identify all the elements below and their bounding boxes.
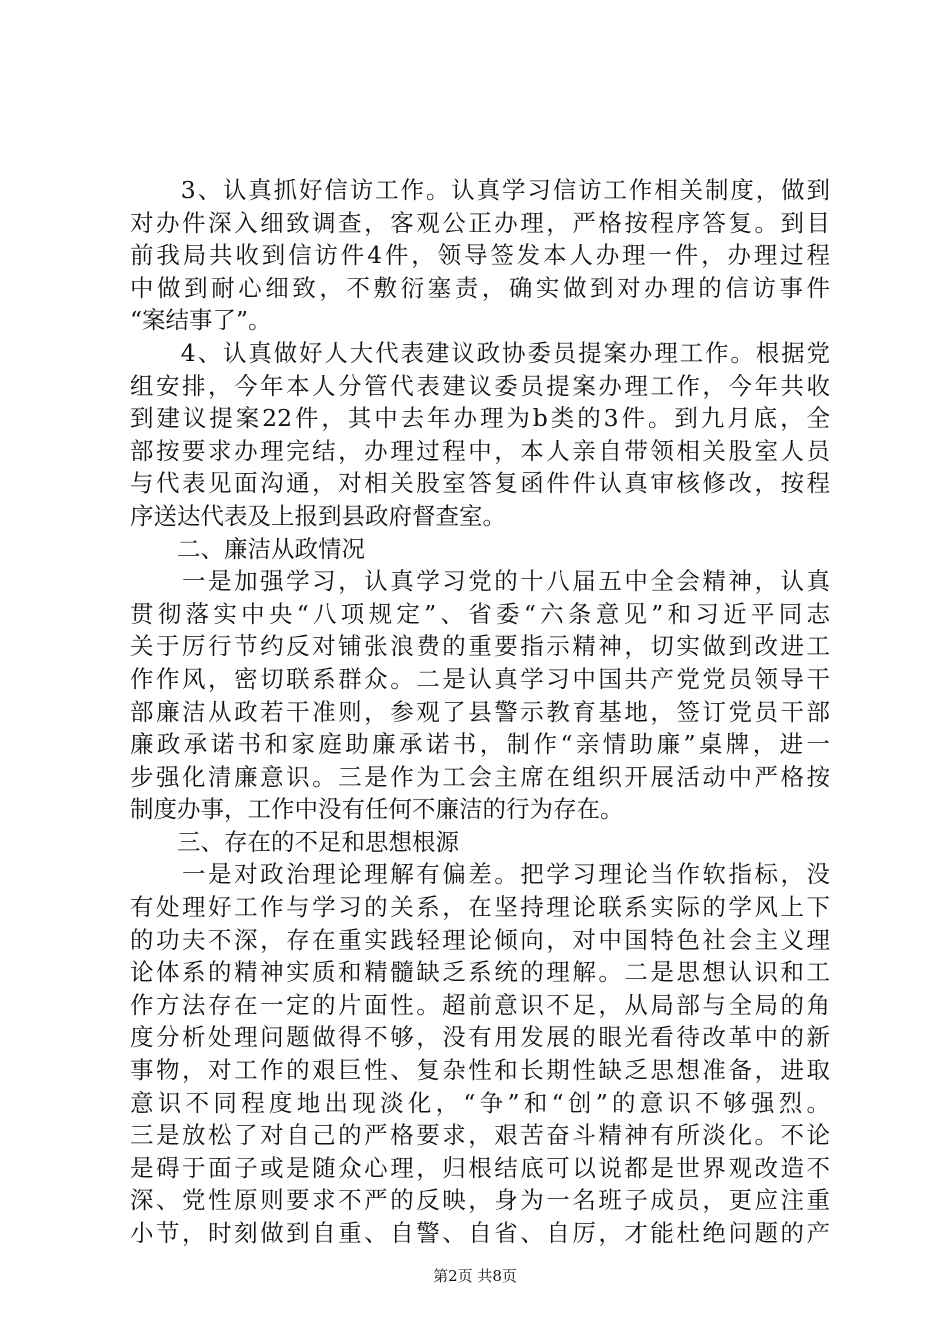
text-line: 一是对政治理论理解有偏差。把学习理论当作软指标，没 <box>130 860 830 889</box>
document-body <box>130 174 830 1250</box>
text-line: 有处理好工作与学习的关系，在坚持理论联系实际的学风上下 <box>130 893 830 922</box>
text-line: 关于厉行节约反对铺张浪费的重要指示精神，切实做到改进工 <box>130 632 830 661</box>
text-line: 部廉洁从政若干准则，参观了县警示教育基地，签订党员干部 <box>130 697 830 726</box>
text-line: 廉政承诺书和家庭助廉承诺书，制作“亲情助廉”桌牌，进一 <box>130 730 830 759</box>
text-line: 前我局共收到信访件4件，领导签发本人办理一件，办理过程 <box>130 241 830 270</box>
text-line: 作作风，密切联系群众。二是认真学习中国共产党党员领导干 <box>130 664 830 693</box>
text-line: 序送达代表及上报到县政府督查室。 <box>130 501 506 530</box>
section-heading: 二、廉洁从政情况 <box>130 534 365 563</box>
text-line: 一是加强学习，认真学习党的十八届五中全会精神，认真 <box>130 567 830 596</box>
section-heading-integrity <box>130 533 830 566</box>
text-line: 3、认真抓好信访工作。认真学习信访工作相关制度，做到 <box>130 176 830 204</box>
text-line: 到建议提案22件，其中去年办理为b类的3件。到九月底，全 <box>130 404 830 433</box>
section-heading: 三、存在的不足和思想根源 <box>130 827 459 856</box>
text-line: 度分析处理问题做得不够，没有用发展的眼光看待改革中的新 <box>130 1023 830 1052</box>
paragraph-petition-work <box>130 174 830 337</box>
text-line: 组安排，今年本人分管代表建议委员提案办理工作，今年共收 <box>130 371 830 400</box>
text-line: 与代表见面沟通，对相关股室答复函件件认真审核修改，按程 <box>130 469 830 498</box>
paragraph-integrity <box>130 565 830 826</box>
text-line: “案结事了”。 <box>130 306 272 335</box>
text-line: 制度办事，工作中没有任何不廉洁的行为存在。 <box>130 795 624 824</box>
text-line: 三是放松了对自己的严格要求，艰苦奋斗精神有所淡化。不论 <box>130 1121 830 1150</box>
text-line: 是碍于面子或是随众心理，归根结底可以说都是世界观改造不 <box>130 1153 830 1182</box>
text-line: 4、认真做好人大代表建议政协委员提案办理工作。根据党 <box>130 338 830 367</box>
page-number-footer: 第2页 共8页 <box>433 1267 517 1285</box>
text-line: 部按要求办理完结，办理过程中，本人亲自带领相关股室人员 <box>130 436 830 465</box>
text-line: 深、党性原则要求不严的反映，身为一名班子成员，更应注重 <box>130 1186 830 1215</box>
paragraph-proposal-work <box>130 337 830 533</box>
text-line: 对办件深入细致调查，客观公正办理，严格按程序答复。到目 <box>130 208 830 237</box>
text-line: 步强化清廉意识。三是作为工会主席在组织开展活动中严格按 <box>130 762 830 791</box>
text-line: 的功夫不深，存在重实践轻理论倾向，对中国特色社会主义理 <box>130 925 830 954</box>
paragraph-shortcomings <box>130 858 830 1249</box>
text-line: 事物，对工作的艰巨性、复杂性和长期性缺乏思想准备，进取 <box>130 1056 830 1085</box>
text-line: 论体系的精神实质和精髓缺乏系统的理解。二是思想认识和工 <box>130 958 830 987</box>
section-heading-shortcomings <box>130 826 830 859</box>
text-line: 中做到耐心细致，不敷衍塞责，确实做到对办理的信访事件 <box>130 273 830 302</box>
text-line: 意识不同程度地出现淡化，“争”和“创”的意识不够强烈。 <box>130 1088 830 1117</box>
text-line: 小节，时刻做到自重、自警、自省、自厉，才能杜绝问题的产 <box>130 1219 830 1247</box>
text-line: 作方法存在一定的片面性。超前意识不足，从局部与全局的角 <box>130 990 830 1019</box>
text-line: 贯彻落实中央“八项规定”、省委“六条意见”和习近平同志 <box>130 599 830 628</box>
